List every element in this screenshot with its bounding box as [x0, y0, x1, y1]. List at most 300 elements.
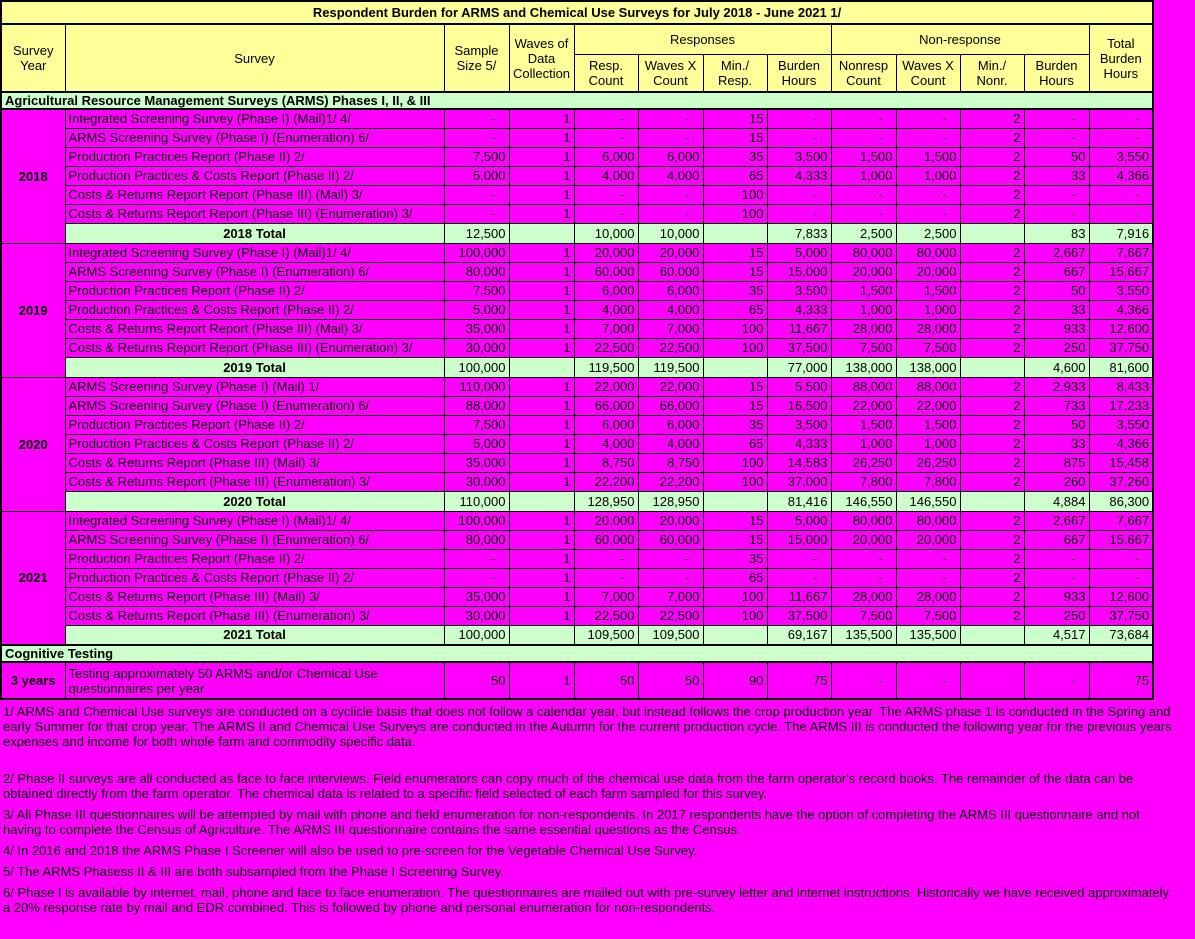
value-cell: 1,500	[896, 147, 960, 166]
value-cell: 15,000	[767, 262, 831, 281]
value-cell: -	[1089, 549, 1153, 568]
value-cell: 1,000	[831, 434, 896, 453]
value-cell: -	[767, 549, 831, 568]
value-cell: 2	[960, 185, 1024, 204]
value-cell: -	[896, 568, 960, 587]
survey-row	[1, 472, 1153, 491]
value-cell: 15,667	[1089, 262, 1153, 281]
value-cell: 15	[703, 243, 767, 262]
value-cell: 7,833	[767, 223, 831, 243]
value-cell: 35	[703, 549, 767, 568]
value-cell: -	[444, 185, 509, 204]
value-cell: 128,950	[574, 491, 638, 511]
value-cell: 1	[509, 587, 574, 606]
col-nonresp-waves-x-count: Waves X Count	[896, 55, 960, 93]
value-cell: 37,500	[767, 338, 831, 357]
year-total-label: 2021 Total	[65, 625, 444, 645]
value-cell	[703, 223, 767, 243]
value-cell: 4,000	[574, 434, 638, 453]
value-cell: 2	[960, 606, 1024, 625]
value-cell: 7,500	[444, 147, 509, 166]
value-cell	[509, 223, 574, 243]
value-cell: 1,000	[831, 166, 896, 185]
value-cell: -	[1024, 109, 1089, 128]
value-cell: 10,000	[574, 223, 638, 243]
value-cell: 15,000	[767, 530, 831, 549]
value-cell: 6,000	[574, 281, 638, 300]
value-cell: 22,000	[896, 396, 960, 415]
value-cell: 3,550	[1089, 415, 1153, 434]
value-cell: 1,000	[896, 166, 960, 185]
value-cell: 60,000	[638, 262, 703, 281]
value-cell: -	[896, 109, 960, 128]
value-cell: 146,550	[896, 491, 960, 511]
group-responses: Responses	[574, 24, 831, 55]
value-cell: 100	[703, 587, 767, 606]
value-cell: 1	[509, 319, 574, 338]
col-min-per-resp: Min./ Resp.	[703, 55, 767, 93]
value-cell: 4,000	[638, 300, 703, 319]
value-cell: -	[896, 185, 960, 204]
value-cell: -	[1024, 568, 1089, 587]
value-cell: 2	[960, 166, 1024, 185]
value-cell: 7,000	[574, 319, 638, 338]
value-cell: 15	[703, 530, 767, 549]
value-cell: 5,000	[444, 434, 509, 453]
value-cell: 2	[960, 319, 1024, 338]
value-cell: 80,000	[831, 243, 896, 262]
value-cell: 2	[960, 587, 1024, 606]
value-cell: 667	[1024, 262, 1089, 281]
survey-row	[1, 568, 1153, 587]
value-cell: -	[767, 128, 831, 147]
value-cell: 50	[1024, 415, 1089, 434]
value-cell: 5,000	[767, 243, 831, 262]
value-cell: 7,500	[896, 338, 960, 357]
value-cell: 20,000	[574, 511, 638, 530]
value-cell: -	[1024, 204, 1089, 223]
value-cell	[960, 662, 1024, 699]
value-cell: 2	[960, 109, 1024, 128]
value-cell: 66,000	[638, 396, 703, 415]
title-row	[1, 1, 1153, 24]
value-cell: -	[767, 185, 831, 204]
value-cell: -	[831, 128, 896, 147]
value-cell: 1,000	[896, 434, 960, 453]
value-cell: 28,000	[896, 319, 960, 338]
value-cell: 14,583	[767, 453, 831, 472]
value-cell: 119,500	[638, 357, 703, 377]
value-cell: 60,000	[574, 262, 638, 281]
value-cell: 1	[509, 147, 574, 166]
year-total-label: 2018 Total	[65, 223, 444, 243]
survey-row	[1, 109, 1153, 128]
survey-row	[1, 243, 1153, 262]
year-total-label: 2019 Total	[65, 357, 444, 377]
value-cell: -	[638, 128, 703, 147]
year-total-row	[1, 357, 1153, 377]
value-cell: 15	[703, 128, 767, 147]
value-cell: -	[896, 128, 960, 147]
value-cell: 50	[444, 662, 509, 699]
value-cell: 4,333	[767, 166, 831, 185]
survey-row	[1, 147, 1153, 166]
value-cell: 30,000	[444, 338, 509, 357]
year-total-row	[1, 625, 1153, 645]
value-cell: -	[638, 185, 703, 204]
value-cell: 875	[1024, 453, 1089, 472]
value-cell: 1,500	[896, 281, 960, 300]
value-cell: 138,000	[831, 357, 896, 377]
value-cell: -	[831, 549, 896, 568]
year-cell: 2021	[1, 511, 65, 645]
value-cell: -	[574, 185, 638, 204]
value-cell: 1	[509, 166, 574, 185]
value-cell: 1	[509, 377, 574, 396]
value-cell: 10,000	[638, 223, 703, 243]
value-cell: -	[444, 109, 509, 128]
year-total-label: 2020 Total	[65, 491, 444, 511]
value-cell: -	[896, 204, 960, 223]
value-cell: 6,000	[638, 147, 703, 166]
value-cell: 15	[703, 511, 767, 530]
value-cell: 7,500	[444, 281, 509, 300]
survey-name-cell: Integrated Screening Survey (Phase I) (Mail)1/ 4/	[65, 511, 444, 530]
value-cell: -	[1089, 204, 1153, 223]
col-sample-size: Sample Size 5/	[444, 24, 509, 92]
value-cell: 7,667	[1089, 243, 1153, 262]
survey-name-cell: Costs & Returns Report (Phase III) (Mail) 3/	[65, 453, 444, 472]
section-header-arms-row	[1, 92, 1153, 109]
value-cell: 33	[1024, 434, 1089, 453]
group-non-response: Non-response	[831, 24, 1089, 55]
survey-row	[1, 415, 1153, 434]
value-cell	[960, 357, 1024, 377]
value-cell: 17,233	[1089, 396, 1153, 415]
value-cell: 7,000	[574, 587, 638, 606]
value-cell: 35	[703, 415, 767, 434]
value-cell: 7,000	[638, 319, 703, 338]
value-cell: 1	[509, 300, 574, 319]
value-cell: 2	[960, 338, 1024, 357]
value-cell	[703, 491, 767, 511]
value-cell: 1	[509, 396, 574, 415]
survey-row	[1, 377, 1153, 396]
value-cell: 250	[1024, 338, 1089, 357]
value-cell: 60,000	[638, 530, 703, 549]
value-cell: 37,500	[767, 606, 831, 625]
value-cell: 2	[960, 453, 1024, 472]
value-cell: 1	[509, 185, 574, 204]
year-total-row	[1, 491, 1153, 511]
survey-name-cell: Production Practices & Costs Report (Phase II) 2/	[65, 300, 444, 319]
value-cell: 65	[703, 568, 767, 587]
value-cell: 2	[960, 434, 1024, 453]
value-cell: 7,916	[1089, 223, 1153, 243]
value-cell: 22,500	[574, 606, 638, 625]
col-total-burden-hours: Total Burden Hours	[1089, 24, 1153, 92]
value-cell: 4,333	[767, 434, 831, 453]
value-cell: 6,000	[574, 415, 638, 434]
survey-row	[1, 453, 1153, 472]
survey-name-cell: Production Practices Report (Phase II) 2/	[65, 549, 444, 568]
value-cell: -	[1089, 185, 1153, 204]
footnote-3: 3/ All Phase III questionnaires will be attempted by mail with phone and field enumeration for non-respondents. In 2017 respondents have the option of completing the ARMS III questionnaire and not having to complete the Census of Agriculture. The ARMS III questionnaire contains the same essential questions as the Census.	[3, 807, 1140, 837]
value-cell: 3,550	[1089, 147, 1153, 166]
value-cell: 6,000	[574, 147, 638, 166]
value-cell: 6,000	[638, 415, 703, 434]
value-cell: 3,500	[767, 415, 831, 434]
value-cell: 16,500	[767, 396, 831, 415]
value-cell: 2	[960, 281, 1024, 300]
value-cell: 109,500	[638, 625, 703, 645]
year-cell: 2020	[1, 377, 65, 511]
col-min-per-nonr: Min./ Nonr.	[960, 55, 1024, 93]
survey-name-cell: Costs & Returns Report (Phase III) (Enumeration) 3/	[65, 472, 444, 491]
value-cell: 4,000	[574, 300, 638, 319]
footnote-2: 2/ Phase II surveys are all conducted as face to face interviews. Field enumerators can copy much of the chemical use data from the farm operator's record books. The remainder of the data can be obtained directly from the farm operator. The chemical data is related to a specific field selected of each farm sampled for this survey.	[3, 771, 1134, 801]
survey-name-cell: ARMS Screening Survey (Phase I) (Enumeration) 6/	[65, 262, 444, 281]
survey-name-cell: Costs & Returns Report (Phase III) (Mail) 3/	[65, 587, 444, 606]
survey-name-cell: Costs & Returns Report Report (Phase III) (Mail) 3/	[65, 319, 444, 338]
section-header-arms: Agricultural Resource Management Surveys (ARMS) Phases I, II, & III	[1, 92, 1153, 109]
value-cell: 1	[509, 606, 574, 625]
value-cell: 2,933	[1024, 377, 1089, 396]
value-cell: 1	[509, 453, 574, 472]
value-cell: 69,167	[767, 625, 831, 645]
value-cell: 146,550	[831, 491, 896, 511]
value-cell: 2	[960, 511, 1024, 530]
value-cell: 22,200	[638, 472, 703, 491]
value-cell: 20,000	[574, 243, 638, 262]
value-cell: -	[574, 568, 638, 587]
value-cell: -	[831, 568, 896, 587]
value-cell: 7,500	[444, 415, 509, 434]
footnote-1: 1/ ARMS and Chemical Use surveys are conducted on a cyclicle basis that does not follow a calendar year, but instead follows the crop production year. The ARMS phase 1 is conducted in the Spring and early Summer for that crop year. The ARMS II and Chemical Use Surveys are conducted in the Autumn for the current production cycle. The ARMS III is conducted the following year for the previous years expenses and income for both whole farm and commodity specific data.	[3, 704, 1172, 749]
value-cell: 7,500	[896, 606, 960, 625]
col-survey: Survey	[65, 24, 444, 92]
value-cell	[960, 491, 1024, 511]
survey-name-cell: Production Practices & Costs Report (Phase II) 2/	[65, 166, 444, 185]
survey-name-cell: ARMS Screening Survey (Phase I) (Enumeration) 6/	[65, 530, 444, 549]
period-cell: 3 years	[1, 662, 65, 699]
value-cell: 4,000	[574, 166, 638, 185]
value-cell: 22,500	[638, 606, 703, 625]
value-cell: 86,300	[1089, 491, 1153, 511]
value-cell: 80,000	[896, 243, 960, 262]
value-cell: 5,000	[767, 511, 831, 530]
value-cell: 119,500	[574, 357, 638, 377]
survey-name-cell: ARMS Screening Survey (Phase I) (Enumeration) 6/	[65, 128, 444, 147]
footnote-6: 6/ Phase I is available by internet, mail, phone and face to face enumeration. The questionnaires are mailed out with pre-survey letter and internet instructions. Historically we have received approximately a 20% response rate by mail and EDR combined. This is followed by phone and personal enumeration for non-respondents.	[3, 885, 1170, 915]
value-cell: 1,500	[831, 147, 896, 166]
col-resp-waves-x-count: Waves X Count	[638, 55, 703, 93]
value-cell: 12,600	[1089, 319, 1153, 338]
value-cell: 1	[509, 109, 574, 128]
survey-name-cell: Integrated Screening Survey (Phase I) (Mail)1/ 4/	[65, 243, 444, 262]
value-cell: 26,250	[831, 453, 896, 472]
survey-name-cell: ARMS Screening Survey (Phase I) (Enumeration) 6/	[65, 396, 444, 415]
value-cell: 1	[509, 262, 574, 281]
survey-row	[1, 166, 1153, 185]
value-cell: 8,750	[574, 453, 638, 472]
value-cell: 15	[703, 262, 767, 281]
value-cell: 80,000	[444, 530, 509, 549]
survey-name-cell: Production Practices Report (Phase II) 2/	[65, 147, 444, 166]
value-cell: 15,667	[1089, 530, 1153, 549]
value-cell: 77,000	[767, 357, 831, 377]
value-cell: 6,000	[638, 281, 703, 300]
value-cell: -	[767, 204, 831, 223]
value-cell: 20,000	[638, 511, 703, 530]
value-cell: 65	[703, 434, 767, 453]
value-cell: 2	[960, 128, 1024, 147]
value-cell: 4,517	[1024, 625, 1089, 645]
survey-name-cell: Production Practices Report (Phase II) 2/	[65, 281, 444, 300]
value-cell: 15,458	[1089, 453, 1153, 472]
survey-name-cell: ARMS Screening Survey (Phase I) (Mail) 1/	[65, 377, 444, 396]
value-cell: 65	[703, 166, 767, 185]
value-cell: 35	[703, 281, 767, 300]
value-cell: 35,000	[444, 587, 509, 606]
value-cell: -	[444, 128, 509, 147]
value-cell: 22,000	[831, 396, 896, 415]
value-cell: 2	[960, 204, 1024, 223]
value-cell: 2	[960, 300, 1024, 319]
value-cell: 7,800	[896, 472, 960, 491]
footnote-4: 4/ In 2016 and 2018 the ARMS Phase I Screener will also be used to pre-screen for the Vegetable Chemical Use Survey.	[3, 843, 698, 858]
value-cell: 4,000	[638, 166, 703, 185]
value-cell: 1,500	[831, 281, 896, 300]
value-cell: 1,000	[831, 300, 896, 319]
value-cell: -	[1024, 185, 1089, 204]
value-cell: 30,000	[444, 606, 509, 625]
value-cell: 733	[1024, 396, 1089, 415]
value-cell: 11,667	[767, 319, 831, 338]
value-cell: 138,000	[896, 357, 960, 377]
value-cell: 33	[1024, 166, 1089, 185]
survey-row	[1, 511, 1153, 530]
value-cell: 1	[509, 415, 574, 434]
value-cell	[509, 625, 574, 645]
value-cell: 4,000	[638, 434, 703, 453]
value-cell: 83	[1024, 223, 1089, 243]
value-cell: 4,366	[1089, 434, 1153, 453]
value-cell	[960, 223, 1024, 243]
value-cell: 2	[960, 472, 1024, 491]
value-cell: -	[574, 128, 638, 147]
value-cell: 100,000	[444, 357, 509, 377]
value-cell: 20,000	[831, 262, 896, 281]
value-cell: 7,000	[638, 587, 703, 606]
value-cell: 2	[960, 549, 1024, 568]
value-cell	[703, 357, 767, 377]
value-cell: 933	[1024, 319, 1089, 338]
value-cell	[509, 357, 574, 377]
value-cell: -	[444, 204, 509, 223]
value-cell: 50	[638, 662, 703, 699]
value-cell: 28,000	[896, 587, 960, 606]
value-cell: 2	[960, 530, 1024, 549]
col-survey-year: Survey Year	[1, 24, 65, 92]
value-cell: 37,750	[1089, 338, 1153, 357]
value-cell: 26,250	[896, 453, 960, 472]
col-waves-of-data-collection: Waves of Data Collection	[509, 24, 574, 92]
survey-name-cell: Production Practices & Costs Report (Phase II) 2/	[65, 568, 444, 587]
value-cell: -	[767, 568, 831, 587]
value-cell: 35	[703, 147, 767, 166]
footnotes	[0, 700, 1173, 915]
value-cell: 100	[703, 185, 767, 204]
value-cell: -	[444, 568, 509, 587]
value-cell: 22,000	[638, 377, 703, 396]
survey-name-cell: Costs & Returns Report Report (Phase III) (Enumeration) 3/	[65, 338, 444, 357]
value-cell: 4,366	[1089, 166, 1153, 185]
survey-row	[1, 319, 1153, 338]
value-cell: 88,000	[831, 377, 896, 396]
col-nonresp-burden-hours: Burden Hours	[1024, 55, 1089, 93]
survey-row	[1, 434, 1153, 453]
cognitive-testing-row	[1, 662, 1153, 699]
value-cell: 11,667	[767, 587, 831, 606]
value-cell: 4,366	[1089, 300, 1153, 319]
value-cell: 100	[703, 319, 767, 338]
value-cell: 50	[1024, 147, 1089, 166]
value-cell: 80,000	[896, 511, 960, 530]
value-cell: 110,000	[444, 377, 509, 396]
value-cell: 2	[960, 377, 1024, 396]
value-cell: 5,000	[444, 300, 509, 319]
value-cell: 1	[509, 472, 574, 491]
value-cell: 1	[509, 662, 574, 699]
value-cell: 20,000	[831, 530, 896, 549]
survey-row	[1, 128, 1153, 147]
value-cell: 100,000	[444, 625, 509, 645]
value-cell: 15	[703, 396, 767, 415]
value-cell: 22,000	[574, 377, 638, 396]
value-cell: 2	[960, 147, 1024, 166]
value-cell: 1	[509, 549, 574, 568]
value-cell: 1,500	[896, 415, 960, 434]
value-cell: 90	[703, 662, 767, 699]
value-cell: 22,200	[574, 472, 638, 491]
survey-row	[1, 530, 1153, 549]
value-cell: 1,000	[896, 300, 960, 319]
value-cell: 100	[703, 204, 767, 223]
value-cell: 128,950	[638, 491, 703, 511]
value-cell: 37,000	[767, 472, 831, 491]
survey-row	[1, 300, 1153, 319]
value-cell: 3,550	[1089, 281, 1153, 300]
value-cell: 7,500	[831, 338, 896, 357]
value-cell: -	[638, 549, 703, 568]
value-cell: 12,500	[444, 223, 509, 243]
value-cell: 2,667	[1024, 511, 1089, 530]
value-cell: 1	[509, 338, 574, 357]
value-cell: 15	[703, 377, 767, 396]
value-cell: 1	[509, 530, 574, 549]
value-cell: 135,500	[831, 625, 896, 645]
value-cell: 2	[960, 415, 1024, 434]
value-cell: -	[638, 204, 703, 223]
value-cell	[509, 491, 574, 511]
group-header-row	[1, 24, 1153, 55]
value-cell: 933	[1024, 587, 1089, 606]
value-cell: 50	[574, 662, 638, 699]
value-cell: 80,000	[444, 262, 509, 281]
value-cell: 4,333	[767, 300, 831, 319]
col-nonresp-count: Nonresp Count	[831, 55, 896, 93]
